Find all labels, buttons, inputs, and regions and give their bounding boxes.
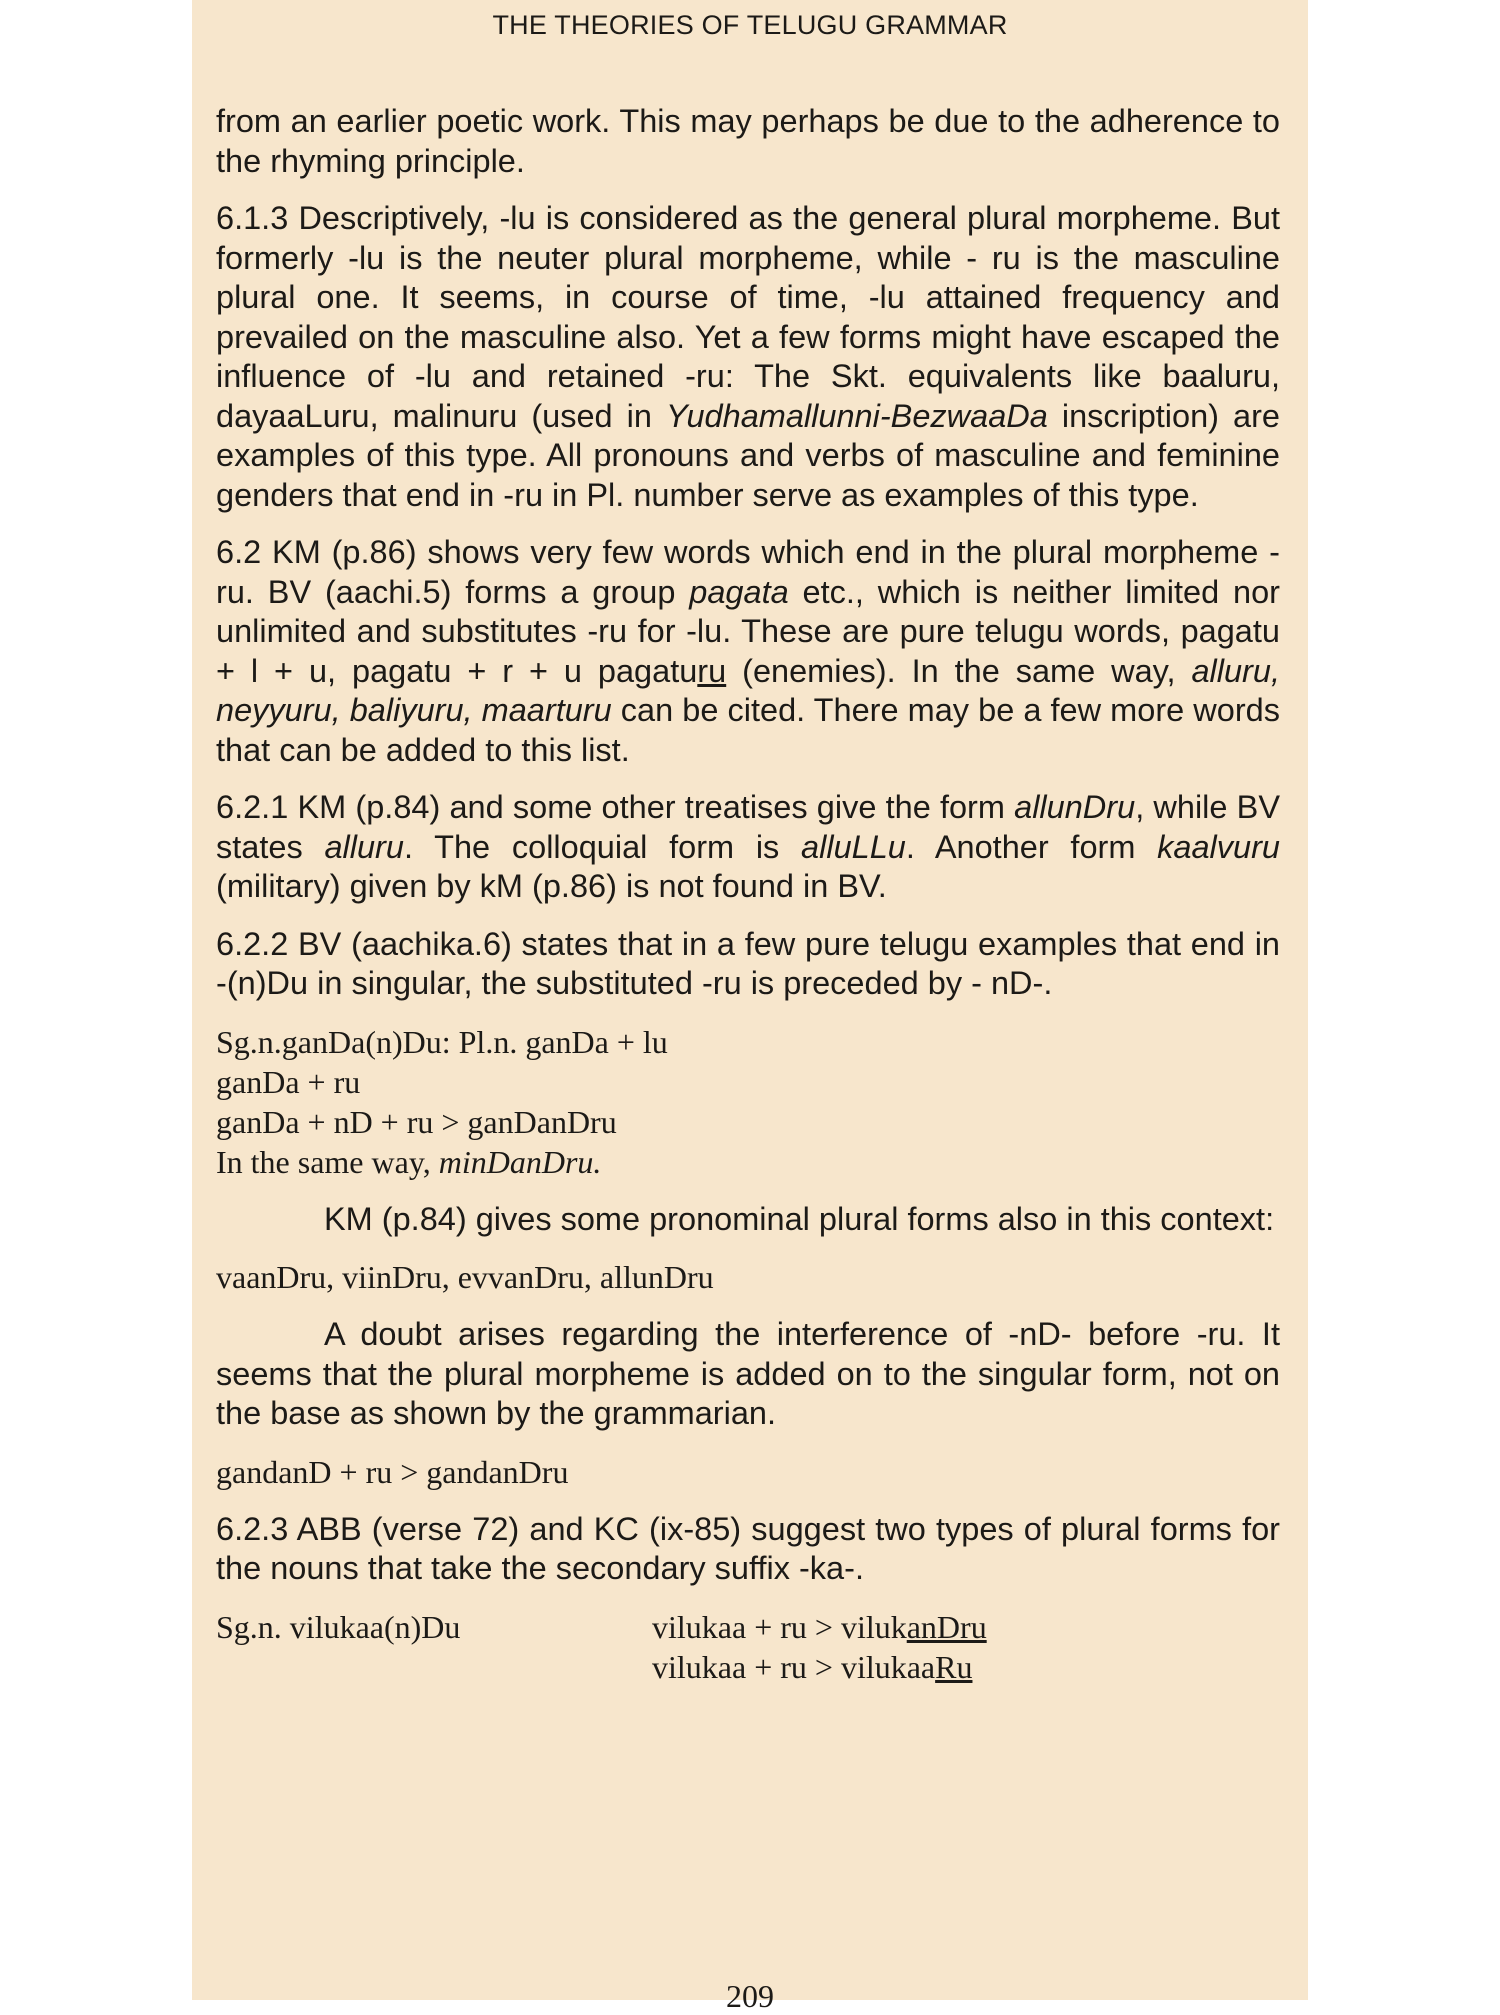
paragraph-6-1-3: 6.1.3 Descriptively, -lu is considered as the general plural morpheme. But formerly -lu is the neuter plural morpheme, while - ru is the masculine plural one. It seems, in course of time, -lu attained frequency and prevailed on the masculine also. Yet a few forms might have escaped the influence of -lu and retained -ru: The Skt. equivalents like baaluru, dayaaLuru, malinuru (used in Yudhamallunni-BezwaaDa inscription) are examples of this type. All pronouns and verbs of masculine and feminine genders that end in -ru in Pl. number serve as examples of this type. (216, 200, 1280, 513)
paragraph-6-2-3: 6.2.3 ABB (verse 72) and KC (ix-85) suggest two types of plural forms for the nouns that take the secondary suffix -ka-. (216, 1510, 1280, 1586)
italic-term: allunDru (1014, 789, 1136, 825)
example-plural-2: vilukaa + ru > vilukaaRu (652, 1648, 973, 1685)
page-number: 209 (726, 1978, 774, 2014)
paragraph-pronominal: KM (p.84) gives some pronominal plural forms also in this context: (324, 1200, 1275, 1237)
italic-term: kaalvuru (1157, 828, 1280, 865)
book-page (192, 0, 1308, 2014)
text-column (216, 102, 1280, 1687)
example-pronominal-forms: vaanDru, viinDru, evvanDru, allunDru (216, 1259, 714, 1295)
paragraph-doubt: A doubt arises regarding the interference of -nD- before -ru. It seems that the plural morpheme is added on to the singular form, not on the base as shown by the grammarian. (216, 1316, 1280, 1431)
italic-term: Yudhamallunni-BezwaaDa (666, 397, 1048, 434)
italic-term: alluLLu (801, 828, 906, 865)
example-line: Sg.n.ganDa(n)Du: Pl.n. ganDa + lu (216, 1023, 668, 1060)
italic-term-list: alluru, neyyuru, baliyuru, maarturu (216, 652, 1280, 728)
example-row (216, 1647, 1280, 1687)
example-vilukaa (216, 1607, 1280, 1687)
paragraph-intro: from an earlier poetic work. This may perhaps be due to the adherence to the rhyming principle. (216, 103, 1280, 179)
example-line: In the same way, minDanDru. (216, 1143, 602, 1180)
example-row (216, 1607, 1280, 1647)
running-header: THE THEORIES OF TELUGU GRAMMAR (492, 10, 1008, 40)
paragraph-6-2-2: 6.2.2 BV (aachika.6) states that in a few pure telugu examples that end in -(n)Du in singular, the substituted -ru is preceded by - nD-. (216, 925, 1280, 1001)
example-singular: Sg.n. vilukaa(n)Du (216, 1608, 461, 1645)
paragraph-6-2-1: 6.2.1 KM (p.84) and some other treatises give the form allunDru, while BV states alluru. The colloquial form is alluLLu. Another form kaalvuru (military) given by kM (p.86) is not found in BV. (216, 789, 1280, 904)
paragraph-6-2: 6.2 KM (p.86) shows very few words which end in the plural morpheme -ru. BV (aachi.5) forms a group pagata etc., which is neither limited nor unlimited and substitutes -ru for -lu. These are pure telugu words, pagatu + l + u, pagatu + r + u pagaturu (enemies). In the same way, alluru, neyyuru, baliyuru, maarturu can be cited. There may be a few more words that can be added to this list. (216, 534, 1280, 768)
underlined-suffix: ru (697, 652, 727, 689)
example-gandanDru: gandanD + ru > gandanDru (216, 1453, 569, 1490)
example-line: ganDa + nD + ru > ganDanDru (216, 1103, 617, 1140)
example-line: ganDa + ru (216, 1063, 361, 1100)
italic-term: alluru (324, 828, 404, 865)
italic-term: pagata (689, 573, 789, 610)
example-ganDanDru (216, 1022, 1280, 1182)
example-plural-1: vilukaa + ru > vilukanDru (652, 1608, 987, 1645)
